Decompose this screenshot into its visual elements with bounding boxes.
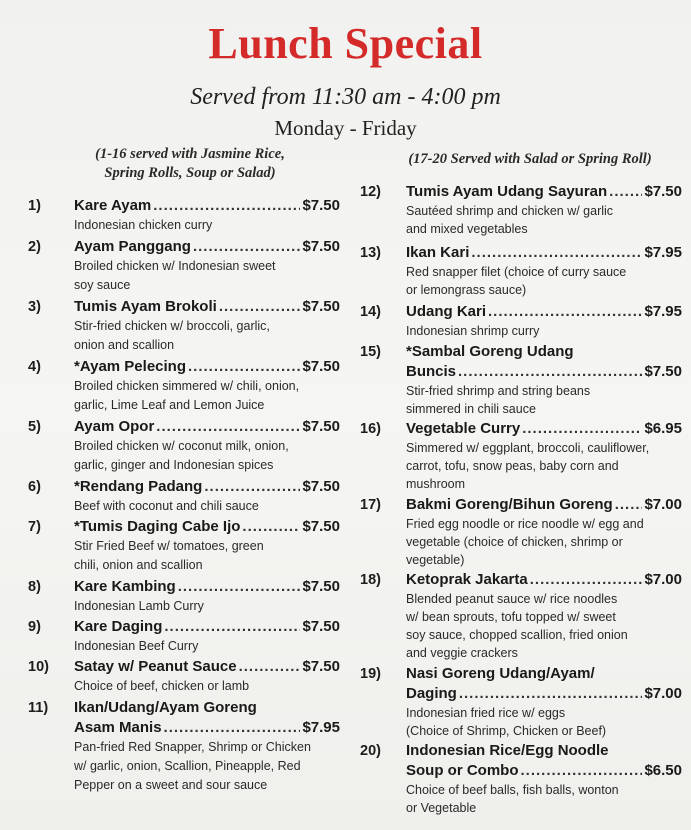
item-title-line — [74, 297, 340, 317]
menu-item — [28, 357, 340, 415]
item-title-line — [74, 517, 340, 537]
menu-item — [360, 243, 682, 299]
item-name: Kare Kambing — [74, 578, 176, 595]
item-price: $7.50 — [302, 238, 340, 255]
item-description: Broiled chicken simmered w/ chili, onion, — [74, 379, 300, 393]
item-number: 4) — [28, 359, 41, 375]
item-title-line — [406, 761, 682, 781]
dot-leader — [521, 761, 643, 781]
item-name-first-line: *Sambal Goreng Udang — [406, 343, 574, 360]
menu-item — [28, 517, 340, 575]
item-number: 3) — [28, 299, 41, 315]
item-name: Ayam Panggang — [74, 238, 191, 255]
menu-item — [360, 741, 682, 817]
item-name: Kare Daging — [74, 618, 163, 635]
item-description: Indonesian Beef Curry — [74, 639, 199, 653]
dot-leader — [164, 617, 300, 637]
item-description: (Choice of Shrimp, Chicken or Beef) — [406, 724, 607, 738]
dot-leader — [204, 477, 300, 497]
item-price: $7.50 — [302, 418, 340, 435]
item-description: and veggie crackers — [406, 646, 518, 660]
item-name-first-line: Indonesian Rice/Egg Noodle — [406, 742, 609, 759]
dot-leader — [164, 718, 301, 738]
menu-item — [28, 297, 340, 355]
dot-leader — [488, 302, 642, 322]
item-name: Tumis Ayam Brokoli — [74, 298, 217, 315]
menu-column-left — [28, 196, 340, 795]
item-description: Pan-fried Red Snapper, Shrimp or Chicken — [74, 740, 311, 754]
item-price: $7.50 — [302, 658, 340, 675]
item-name: Ikan Kari — [406, 244, 470, 261]
dot-leader — [219, 297, 301, 317]
item-description: Indonesian fried rice w/ eggs — [406, 706, 566, 720]
dot-leader — [242, 517, 300, 537]
item-price: $7.95 — [302, 719, 340, 736]
served-days: Monday - Friday — [274, 116, 417, 140]
item-title-line — [406, 570, 682, 590]
note-left-line-2: Spring Rolls, Soup or Salad) — [104, 165, 276, 181]
item-title-line — [406, 419, 682, 439]
item-name: Vegetable Curry — [406, 420, 521, 437]
menu-item — [360, 664, 682, 740]
item-name-first-line: Nasi Goreng Udang/Ayam/ — [406, 665, 595, 682]
item-price: $7.50 — [302, 578, 340, 595]
item-price: $7.50 — [302, 298, 340, 315]
dot-leader — [522, 419, 642, 439]
item-description: Simmered w/ eggplant, broccoli, cauliflower, — [406, 441, 650, 455]
item-number: 15) — [360, 344, 381, 360]
item-price: $7.50 — [644, 363, 682, 380]
menu-item — [360, 495, 682, 569]
item-name: Satay w/ Peanut Sauce — [74, 658, 237, 675]
note-right: (17-20 Served with Salad or Spring Roll) — [408, 151, 652, 167]
dot-leader — [188, 357, 300, 377]
dot-leader — [459, 684, 643, 704]
item-description: Fried egg noodle or rice noodle w/ egg and — [406, 517, 644, 531]
menu-item — [360, 182, 682, 238]
menu-item — [28, 617, 340, 656]
item-number: 20) — [360, 743, 381, 759]
item-name: Tumis Ayam Udang Sayuran — [406, 183, 608, 200]
item-name-first-line: Ikan/Udang/Ayam Goreng — [74, 699, 257, 716]
item-description: onion and scallion — [74, 338, 175, 352]
item-name: Daging — [406, 685, 457, 702]
item-description: Beef with coconut and chili sauce — [74, 499, 259, 513]
item-title-line — [406, 243, 682, 263]
menu-item — [360, 570, 682, 662]
item-description: Indonesian shrimp curry — [406, 324, 540, 338]
item-description: Choice of beef, chicken or lamb — [74, 679, 250, 693]
dot-leader — [156, 417, 300, 437]
item-price: $7.00 — [644, 685, 682, 702]
item-price: $7.00 — [644, 571, 682, 588]
page-title: Lunch Special — [208, 19, 483, 68]
item-description: Broiled chicken w/ coconut milk, onion, — [74, 439, 289, 453]
item-title-line — [74, 357, 340, 377]
dot-leader — [471, 243, 642, 263]
item-number: 5) — [28, 419, 41, 435]
item-number: 9) — [28, 619, 41, 635]
item-description: Stir Fried Beef w/ tomatoes, green — [74, 539, 264, 553]
item-description: Sautéed shrimp and chicken w/ garlic — [406, 204, 614, 218]
item-description: or Vegetable — [406, 801, 477, 815]
item-price: $7.50 — [302, 518, 340, 535]
item-number: 19) — [360, 666, 381, 682]
item-number: 6) — [28, 479, 41, 495]
item-number: 12) — [360, 184, 381, 200]
item-description: Indonesian chicken curry — [74, 218, 213, 232]
item-title-line — [74, 477, 340, 497]
item-price: $6.95 — [644, 420, 682, 437]
dot-leader — [178, 577, 301, 597]
item-price: $7.00 — [644, 496, 682, 513]
dot-leader — [193, 237, 300, 257]
item-number: 14) — [360, 304, 381, 320]
item-description: simmered in chili sauce — [406, 402, 536, 416]
item-description: soy sauce, chopped scallion, fried onion — [406, 628, 628, 642]
item-number: 11) — [28, 700, 49, 716]
menu-item — [28, 698, 340, 795]
item-description: Indonesian Lamb Curry — [74, 599, 204, 613]
item-title-line — [74, 617, 340, 637]
item-price: $7.50 — [302, 618, 340, 635]
item-name: *Ayam Pelecing — [74, 358, 186, 375]
dot-leader — [153, 196, 300, 216]
item-description: Stir-fried chicken w/ broccoli, garlic, — [74, 319, 270, 333]
dot-leader — [239, 657, 301, 677]
item-name: Ayam Opor — [74, 418, 155, 435]
item-number: 8) — [28, 579, 41, 595]
item-name: *Rendang Padang — [74, 478, 203, 495]
item-description: carrot, tofu, snow peas, baby corn and — [406, 459, 619, 473]
item-number: 7) — [28, 519, 41, 535]
item-description: vegetable (choice of chicken, shrimp or — [406, 535, 623, 549]
item-price: $7.50 — [302, 478, 340, 495]
item-title-line — [406, 302, 682, 322]
item-price: $7.50 — [302, 197, 340, 214]
menu-item — [360, 302, 682, 340]
item-title-line — [406, 182, 682, 202]
dot-leader — [530, 570, 643, 590]
menu-item — [360, 342, 682, 418]
item-description: vegetable) — [406, 553, 465, 567]
item-price: $7.50 — [302, 358, 340, 375]
item-title-line — [74, 237, 340, 257]
item-number: 2) — [28, 239, 41, 255]
item-price: $6.50 — [644, 762, 682, 779]
item-number: 1) — [28, 198, 41, 214]
item-description: Blended peanut sauce w/ rice noodles — [406, 592, 618, 606]
note-left — [70, 145, 310, 183]
menu-item — [28, 196, 340, 235]
item-title-line — [74, 196, 340, 216]
item-title-line — [74, 417, 340, 437]
item-name: Bakmi Goreng/Bihun Goreng — [406, 496, 613, 513]
item-title-line — [74, 577, 340, 597]
item-title-line — [406, 684, 682, 704]
menu-item — [28, 237, 340, 295]
item-description: w/ garlic, onion, Scallion, Pineapple, Red — [74, 759, 301, 773]
item-description: and mixed vegetables — [406, 222, 528, 236]
item-title-line — [406, 495, 682, 515]
item-description: Broiled chicken w/ Indonesian sweet — [74, 259, 276, 273]
menu-item — [28, 477, 340, 516]
note-left-line-1: (1-16 served with Jasmine Rice, — [95, 146, 285, 162]
item-number: 16) — [360, 421, 381, 437]
served-hours: Served from 11:30 am - 4:00 pm — [190, 84, 501, 110]
item-description: garlic, ginger and Indonesian spices — [74, 458, 274, 472]
item-name: Buncis — [406, 363, 457, 380]
item-number: 13) — [360, 245, 381, 261]
menu-item — [28, 577, 340, 616]
item-title-line — [74, 718, 340, 738]
dot-leader — [615, 495, 643, 515]
item-title-line — [406, 362, 682, 382]
item-description: chili, onion and scallion — [74, 558, 203, 572]
item-name: Ketoprak Jakarta — [406, 571, 528, 588]
item-description: Red snapper filet (choice of curry sauce — [406, 265, 627, 279]
item-name: Soup or Combo — [406, 762, 519, 779]
item-price: $7.50 — [644, 183, 682, 200]
item-number: 18) — [360, 572, 381, 588]
item-price: $7.95 — [644, 303, 682, 320]
menu-column-right — [360, 182, 682, 817]
item-description: Pepper on a sweet and sour sauce — [74, 778, 268, 792]
item-description: garlic, Lime Leaf and Lemon Juice — [74, 398, 265, 412]
item-name: Udang Kari — [406, 303, 487, 320]
item-price: $7.95 — [644, 244, 682, 261]
item-name: Asam Manis — [74, 719, 162, 736]
dot-leader — [609, 182, 642, 202]
menu-item — [28, 657, 340, 696]
item-number: 17) — [360, 497, 381, 513]
dot-leader — [458, 362, 642, 382]
item-description: Choice of beef balls, fish balls, wonton — [406, 783, 619, 797]
item-number: 10) — [28, 659, 49, 675]
item-name: Kare Ayam — [74, 197, 152, 214]
item-description: Stir-fried shrimp and string beans — [406, 384, 591, 398]
item-description: or lemongrass sauce) — [406, 283, 527, 297]
item-description: w/ bean sprouts, tofu topped w/ sweet — [406, 610, 616, 624]
menu-item — [360, 419, 682, 493]
item-title-line — [74, 657, 340, 677]
menu-item — [28, 417, 340, 475]
item-description: mushroom — [406, 477, 466, 491]
item-description: soy sauce — [74, 278, 131, 292]
item-name: *Tumis Daging Cabe Ijo — [74, 518, 241, 535]
